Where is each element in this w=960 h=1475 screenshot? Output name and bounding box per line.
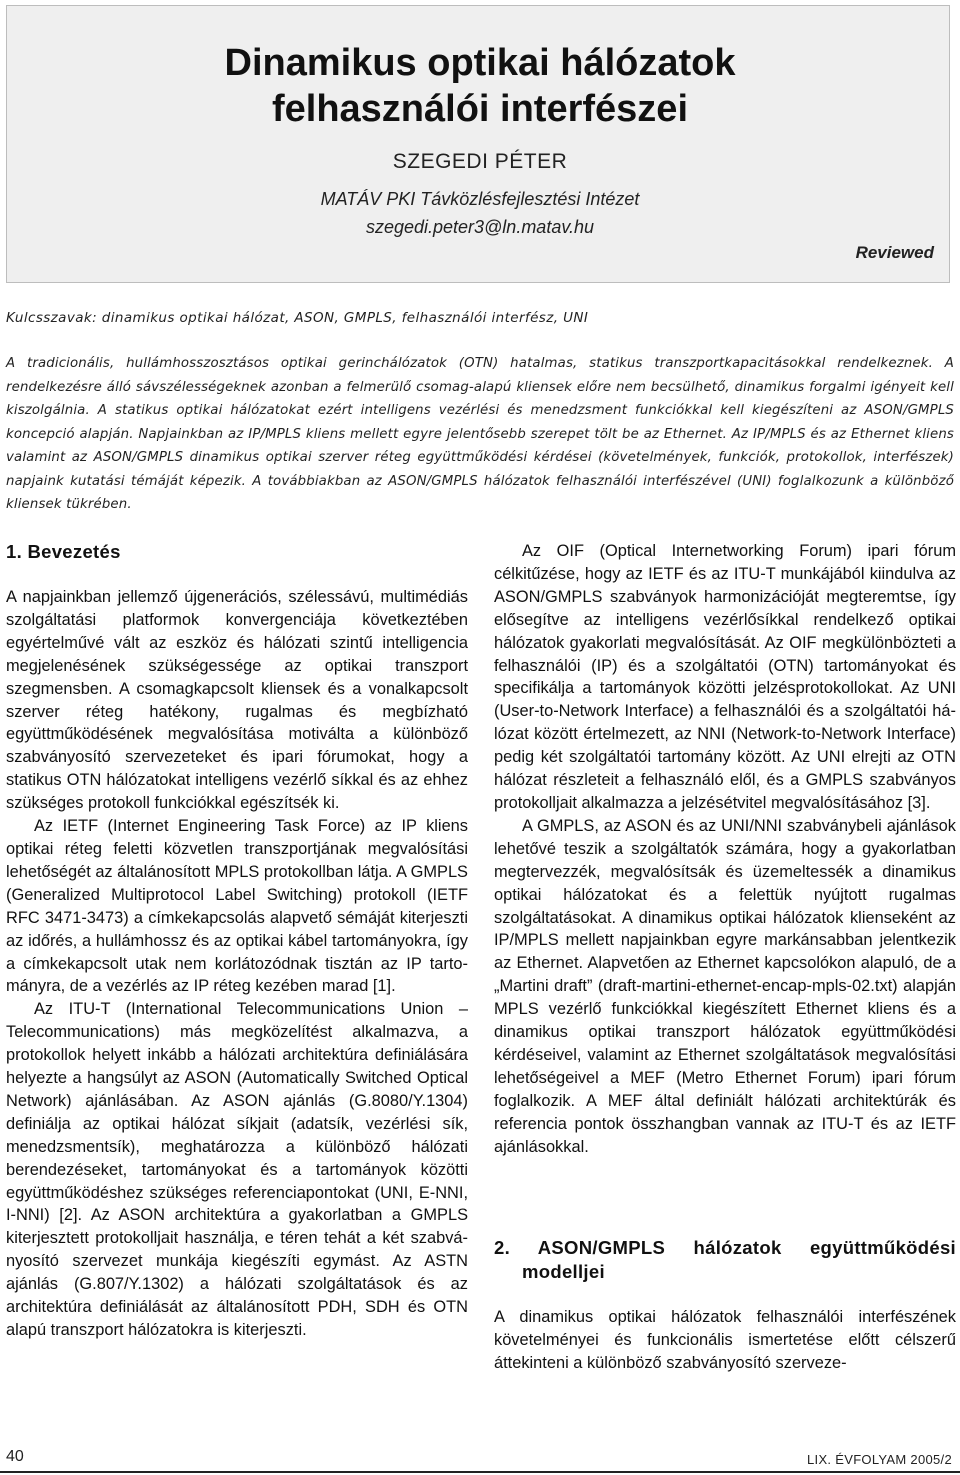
author-email: szegedi.peter3@ln.matav.hu: [365, 217, 595, 237]
paragraph: Az ITU-T (International Telecommunications Union – Telecommunications) más megközelítést alkalmazva, a protokollok helyett inkább a hálózati architektúra definiálására helyezte a hangsúlyt az ASON (Automatically Switched Optical Network) ajánlásában. Az ASON ajánlás (G.8080/Y.1304) definiálja az optikai hálózat síkjait (adatsík, vezérlési sík, menedzsmentsík), meghatározza a különböző hálózati berendezéseket, tartományokat és a tartományok közötti együttműködéshez szükséges referenciapontokat (UNI, E-NNI, I-NNI) [2]. Az ASON architektúra a gyakorlatban a GMPLS kiterjesztett protokolljait használja, e téren tehát a két szabványosító szervezet munkája kiegészíti egymást. Az ASTN ajánlás (G.807/Y.1302) a hálózati szolgáltatások és az architektúra definiálását az általánosított PDH, SDH és OTN alapú transzport hálózatokra is kiterjeszti.: [6, 1000, 468, 1339]
right-column: [494, 540, 956, 1375]
title-line-2: felhasználói interfészei: [271, 88, 688, 130]
article-title: [0, 40, 960, 132]
keywords: Kulcsszavak: dinamikus optikai hálózat, ASON, GMPLS, felhasználói interfész, UNI: [6, 310, 589, 326]
author-affiliation: MATÁV PKI Távközlésfejlesztési Intézet: [320, 189, 640, 209]
paragraph: A GMPLS, az ASON és az UNI/NNI szabványbeli ajánlások lehetővé teszik a szolgáltatók számára, hogy a gyakorlatban megtervezzék, megvalósítsák és üzemeltessék a dinamikus optikai hálózatokat és a felettük nyújtott rugalmas szolgáltatásokat. A dinamikus optikai hálózatok klienseként az IP/MPLS mellett napjainkban egyre markánsabban jelentkezik az Ethernet. Alapvetően az Ethernet kapcsolókon alapuló, de a „Martini draft” (draft-martini-ethernet-encap-mpls-02.txt) alapján MPLS vezérlő funkciókkal kiegészített Ethernet kliens és a dinamikus optikai transzport hálózatok együttműködési kérdéseivel, valamint az Ethernet szolgáltatások megvalósítási lehetőségeivel a MEF (Metro Ethernet Forum) ipari fórum foglalkozik. A MEF által definiált hálózati architektúrák és referencia pontok összhangban vannak az ITU-T és az IETF ajánlásokkal.: [494, 816, 956, 1156]
section-heading-2: 2. ASON/GMPLS hálózatok együttműködési modelljei: [494, 1237, 956, 1283]
volume-label: LIX. ÉVFOLYAM 2005/2: [807, 1452, 952, 1467]
abstract: A tradicionális, hullámhosszosztásos optikai gerinchálózatok (OTN) hatalmas, statikus transzportkapacitásokkal rendelkeznek. A rendelkezésre álló sávszélességeknek azonban a felmerülő csomag-alapú kliensek előre nem becsülhető, dinamikus forgalmi igényeit kell kiszolgálnia. A statikus optikai hálózatokat ezért intelligens vezérlési és menedzsment funkciókkal kell kiegészíteni az ASON/GMPLS koncepció alapján. Napjainkban az IP/MPLS kliens mellett egyre jelentősebb szerepet tölt be az Ethernet. Az IP/MPLS és az Ethernet kliens valamint az ASON/GMPLS dinamikus optikai szerver réteg együttműködési kérdései (követelmények, funkciók, protokollok, interfészek) napjaink kutatási témáját képezik. A továbbiakban az ASON/GMPLS hálózatok felhasználói interfészével (UNI) foglalkozunk a különböző kliensek tükrében.: [6, 356, 954, 512]
paragraph: Az IETF (Internet Engineering Task Force) az IP kliens optikai réteg feletti közvetlen transzportjának megvalósítási lehetőségét az általánosított MPLS protokollban látja. A GMPLS (Generalized Multiprotocol Label Switching) protokoll (IETF RFC 3471-3473) a címkekapcsolás alapvető sémáját kiterjeszti az időrés, a hullámhossz és az optikai kábel tartományokra, így a címkekapcsolt utak nem korlátozódnak tisztán az IP tartományra, de a vezérlés az IP réteg kezében marad [1].: [6, 817, 468, 996]
footer-rule: [0, 1471, 960, 1473]
author-name: SZEGEDI PÉTER: [392, 150, 568, 173]
reviewed-badge: Reviewed: [855, 243, 934, 262]
paragraph: A dinamikus optikai hálózatok felhasználói interfészének követelményei és funkcionális ismertetése előtt célszerű áttekinteni a különböző szabványosító szerveze-: [494, 1308, 956, 1373]
section-heading-1: 1. Bevezetés: [6, 541, 121, 562]
paragraph: Az OIF (Optical Internetworking Forum) ipari fórum célkitűzése, hogy az IETF és az ITU-T munkájából kiindulva az ASON/GMPLS szabványok harmonizációját megteremtse, így elősegítve az intelligens vezérlősíkkal rendelkező optikai hálózatok gyakorlati megvalósítását. Az OIF megkülönbözteti a felhasználói (IP) és a szolgáltatói (OTN) tartományokat és specifikálja a tartományok közötti jelzésprotokollokat. Az UNI (User-to-Network Interface) a felhasználói és a szolgáltatói hálózat között értelmezett, az NNI (Network-to-Network Interface) pedig két szolgáltatói tartomány között. Az UNI elrejti az OTN hálózat részleteit a felhasználó elől, és a GMPLS szabványos protokolljait alkalmazza a jelzésétvitel megvalósításához [3].: [494, 542, 956, 812]
paragraph: A napjainkban jellemző újgenerációs, szélessávú, multimédiás szolgáltatási platformok konvergenciája következtében egyértelművé vált az eszköz és hálózati szintű intelligencia megjelenésének szükségessége az optikai transzport szegmensben. A csomagkapcsolt kliensek és a vonalkapcsolt szerver réteg hatékony, rugalmas és megbízható együttműködésének megvalósítása motiválta a különböző szabványosító szervezeteket és ipari fórumokat, hogy a statikus OTN hálózatokat intelligens vezérlő síkkal és az ehhez szükséges protokoll funkciókkal egészítsék ki.: [6, 588, 468, 813]
left-column: [6, 540, 468, 1342]
title-line-1: Dinamikus optikai hálózatok: [224, 42, 736, 84]
page-number: 40: [6, 1448, 24, 1465]
